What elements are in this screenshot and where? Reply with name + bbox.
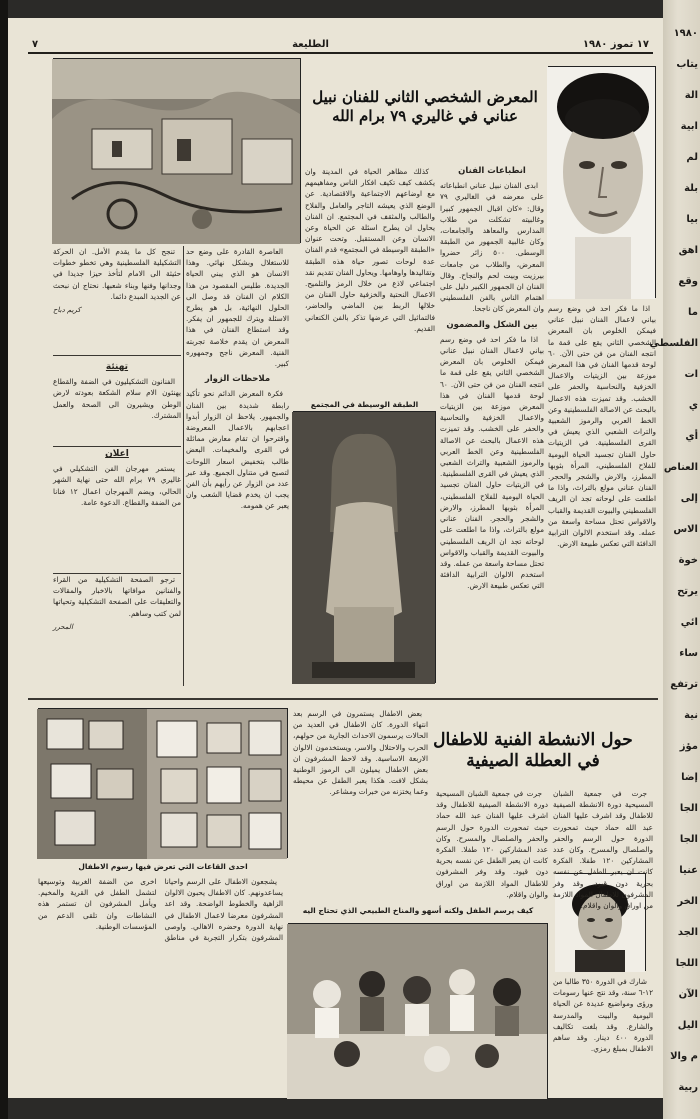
gutter-fragment: وقع (678, 276, 698, 287)
gutter-fragment: الة (684, 90, 698, 101)
gutter-fragment: مؤز (679, 741, 698, 752)
article1-middle-column (305, 166, 435, 396)
closing-box (53, 246, 181, 356)
article2-right-column-lower (553, 976, 653, 1096)
gutter-fragment: بلة (684, 183, 698, 194)
gutter-fragment: يرتح (677, 586, 698, 597)
article2-body-right: جرت في جمعية الشبان المسيحية دورة الانشطة الصيفية للاطفال وقد اشرف عليها الفنان عبد الله حماد حيث تمحورت الدورة حول الرسم والحفر والصلصال والمسرح. وكان عدد المشاركين ١٢٠ طفلا. الفكرة كانت ان يعبر الطفل عن نفسه بحرية دون قيود. وقد وفر المشرفون للاطفال المواد اللازمة من اوراق والوان واقلام. (553, 789, 653, 911)
children-workshop-caption: كيف يرسم الطفل ولكنه أسهو والمناخ الطبيعي الذي تحتاج اليه (302, 906, 534, 915)
article1-headline: المعرض الشخصي الثاني للفنان نبيل عناني في غاليري ٧٩ برام الله (312, 88, 538, 125)
gutter-fragment: لم (686, 152, 698, 163)
gutter-fragment: الجا (679, 834, 698, 845)
gutter-fragment: اليل (677, 1020, 698, 1031)
gutter-fragment: إضا (681, 772, 698, 783)
gutter-fragment: إلى (680, 493, 698, 504)
gutter-fragment: اللجا (675, 958, 698, 969)
article1-body-middle: كذلك مظاهر الحياة في المدينة وان يكشف كيف تكيف افكار الناس ومفاهيمهم مع اوضاعهم الاجتماعية والاقتصادية. عن الوضع الذي يعيشه التاجر والعامل والفلاح والطالب والمثقف في المجتمع. ان الفنان يحاول ان يطرح اسئلة عن الحياة وعن الانسان وعن المستقبل. وتحت عنوان «الطبقة الوسيطة في المجتمع» قدم الفنان عدة لوحات تصور حياة هذه الطبقة وتقاليدها واوهامها. ويحاول الفنان تقديم نقد اجتماعي لاذع من خلال الرمز والتلميح. الاعمال النحتية والخزفية حاول الفنان من خلالها الربط بين الماضي والحاضر، فالتماثيل التي عرضها تذكر بالفن الكنعاني القديم. (305, 167, 435, 333)
gutter-fragment: أي (685, 431, 698, 442)
editors-text: ترجو الصفحة التشكيلية من القراء والفنانين موافاتها بالاخبار والمقالات والتعليقات على الصفحة التشكيلية وتحياتها لمن كتب وساهم. (53, 575, 181, 618)
children-drawings-photo (38, 708, 288, 858)
article2-right-column (553, 788, 653, 911)
gutter-fragment: عنيا (679, 865, 698, 876)
intro-subhead: انطباعات الفنان (458, 166, 526, 176)
article2-left-column (38, 876, 283, 1096)
village-relief-image (52, 59, 300, 244)
gutter-fragment: ما (688, 307, 698, 318)
gutter-fragment: ات (684, 369, 698, 380)
gutter-fragment: ربية (678, 1082, 698, 1093)
article2-headline: حول الانشطة الفنية للاطفال في العطلة الصيفية (433, 730, 633, 772)
congrats-title: تهنئة (105, 362, 129, 372)
editors-box (53, 573, 181, 683)
artist-portrait-photo (548, 66, 656, 298)
article1-left-column (186, 246, 289, 686)
gutter-fragment: خوة (678, 555, 698, 566)
article2-body-left: يشجعون الاطفال على الرسم واحيانا يساعدونهم. كان الاطفال يحبون الالوان الزاهية والخطوط الواضحة. وقد اعد المشرفون معرضا لاعمال الاطفال في نهاية الدورة وحضره الاهالي. واوصى المشرفون بتكرار التجربة في مناطق اخرى من الضفة الغربية وتوسيعها لتشمل الطفل في القرية والمخيم. ويأمل المشرفون ان تستمر هذه النشاطات وان تلقى الدعم من المؤسسات الوطنية. (38, 877, 283, 943)
portrait-illustration (547, 67, 655, 299)
sculpture-image (292, 412, 435, 684)
gutter-fragment: ترتفع (670, 679, 698, 690)
visitors-subhead: ملاحظات الزوار (204, 374, 271, 385)
gutter-fragment: الخر (677, 896, 698, 907)
children-workshop-image (287, 924, 547, 1099)
gutter-fragment: م والا (670, 1051, 698, 1062)
article2-body-middle: بعض الاطفال يستمرون في الرسم بعد انتهاء الدورة. كان الاطفال في العديد من الحالات يرسمون الاحداث الجارية من حولهم، الحرب والاحتلال والاسر، ويستخدمون الالوان الاربعة الاساسية. وقد لاحظ المشرفون ان بعض الاطفال يميلون الى الرموز الوطنية بشكل لافت. هكذا يعبر الطفل عن محيطه وعما يختزنه من خبرات ومشاعر. (293, 709, 428, 797)
binding-edge (0, 0, 8, 1119)
gutter-fragment: الفلسطي (649, 338, 698, 349)
article2-body-right-2: شارك في الدورة ٣٥٠ طالبا من ١٢-٦ سنة، وقد نتج عنها رسومات ورؤى ومواضيع عديدة عن الحياة اليومية والبيت والمدرسة والشارع. وقد بلغت تكاليف الدورة ٤٠٠ دينار. وقد ساهم الاطفال بمبلغ رمزي. (553, 977, 653, 1054)
gutter-fragment: نية (684, 710, 698, 721)
article1-body-visitors: فكرة المعرض الدائم نحو تأكيد رابطة شديدة بين الفنان والجمهور. يلاحظ ان الزوار أبدوا اعجابهم بالاعمال المعروضة واقترحوا ان تقام معارض مماثلة في القرى والمخيمات. البعض طالب بتخفيض اسعار اللوحات لتصبح في متناول الجميع. وقد عبر عدد من الزوار عن رأيهم بأن الفن يجب ان يخدم قضايا الشعب وان يعبر عن همومه. (186, 389, 289, 511)
gutter-fragment: ابية (680, 121, 698, 132)
article1-body-left: العاصرة القادرة على وضع حد للاستغلال وبشكل نهائي. وهذا الانسان هو الذي يبني الحياة الجديدة. طليس المقصود من هذا الكلام ان الفنان قد وصل الى الحلول النهائية، بل هو يطرح الاسئلة ويترك للجمهور ان يفكر. وقد استطاع الفنان في هذا المعرض ان يقدم خلاصة تجربته الفنية. المعرض ناجح وجمهوره كبير. (186, 247, 289, 369)
section-divider (28, 698, 658, 700)
congrats-text: الفنانون التشكيليون في الضفة والقطاع يهنئون الام سلام الشكعة بعودته لارض الوطن ويشيرون الى الصحة والعمل المشترك. (53, 377, 181, 420)
gutter-fragment: ١٩٨٠ (673, 28, 698, 39)
article1-body-right: اذا ما فكر احد في وضع رسم بياني لاعمال الفنان نبيل عناني فيمكن الخلوص بان المعرض الشخصي الثاني يقع على قمة ما انتجه الفنان من فن حتى الآن. ٦٠ لوحة قدمها الفنان في هذا المعرض موزعة بين الزيتيات والاعمال الخزفية والنحاسية والحفر على الخشب. وقد تميزت هذه الاعمال بالبحث عن الاصالة الفلسطينية وعن الخط العربي والرموز الشعبية والتراث الشعبي الذي يعيش في القرى الفلسطينية. في الزيتيات حاول الفنان تجسيد الحياة اليومية للفلاح الفلسطيني، المرأة بثوبها المطرز، والارض والشجر والحجر. الفنان عناني مولع بالتراث، واذا ما اطلعت على لوحاته تجد ان الريف الفلسطيني والبيوت القديمة والقباب والاقواس تحتل مساحة واسعة من عمله. وقد استخدم الالوان الترابية الدافئة التي تعكس طبيعة الارض. (548, 304, 656, 549)
closing-signature: كريم دباح (53, 306, 81, 315)
gutter-fragment: العناص (663, 462, 698, 473)
artwork-village-photo (53, 58, 301, 243)
gutter-fragment: الاس (673, 524, 698, 535)
children-workshop-photo (288, 923, 548, 1098)
sculpture-photo (293, 411, 436, 683)
gutter-fragment: بيا (686, 214, 698, 225)
gutter-fragment: اهق (678, 245, 698, 256)
notice-title: اعلان (105, 449, 129, 459)
article1-body-continued: اذا ما فكر احد في وضع رسم بياني لاعمال الفنان نبيل عناني فيمكن الخلوص بان المعرض الشخصي الثاني يقع على قمة ما انتجه الفنان من فن حتى الآن. ٦٠ لوحة قدمها الفنان في هذا المعرض موزعة بين الزيتيات والاعمال الخزفية والنحاسية والحفر على الخشب. وقد تميزت هذه الاعمال بالبحث عن الاصالة الفلسطينية وعن الخط العربي والرموز الشعبية والتراث الشعبي الذي يعيش في القرى الفلسطينية. في الزيتيات حاول الفنان تجسيد الحياة اليومية للفلاح الفلسطيني، المرأة بثوبها المطرز، والارض والشجر والحجر. الفنان عناني مولع بالتراث، واذا ما اطلعت على لوحاته تجد ان الريف الفلسطيني والبيوت القديمة والقباب والاقواس تحتل مساحة واسعة من عمله. وقد استخدم الالوان الترابية الدافئة التي تعكس طبيعة الارض. (440, 334, 544, 591)
gutter-fragment: الجا (679, 803, 698, 814)
gutter-fragment: الجد (677, 927, 698, 938)
article2-intro-text: جرت في جمعية الشبان المسيحية دورة الانشطة الصيفية للاطفال وقد اشرف عليها الفنان عبد الله حماد حيث تمحورت الدورة حول الرسم والحفر والصلصال والمسرح. وكان عدد المشاركين ١٢٠ طفلا. الفكرة كانت ان يعبر الطفل عن نفسه بحرية دون قيود. وقد وفر المشرفون للاطفال المواد اللازمة من اوراق والوان واقلام. (436, 789, 548, 899)
notice-box (53, 446, 181, 566)
article1-intro-column (440, 166, 544, 666)
gutter-fragment: ائي (680, 617, 698, 628)
column-rule (183, 246, 184, 686)
article1-right-column (548, 303, 656, 698)
running-head (28, 36, 653, 54)
intro-text: ابدى الفنان نبيل عناني انطباعاته على معرضه في الغاليري ٧٩ وقال: «كان اقبال الجمهور كبيرا وغالبيته تشكلت من طلاب المدارس والمعاهد والجامعات، وكان غالبية الجمهور من الطبقة الوسطى. ٥٠٠ زائر حضروا المعرض، والطلاب من جامعات بيرزيت وبيت لحم والنجاح. وقال الفنان ان الجمهور الكبير دليل على اهتمام الناس بالفن الفلسطيني وان المعرض كان ناجحا. (440, 181, 545, 314)
children-drawings-caption: احدى القاعات التي تعرض فيها رسوم الاطفال (78, 862, 248, 871)
gutter-fragment: يتاب (676, 59, 698, 70)
gutter-fragment: الآن (678, 989, 698, 1000)
adjacent-page-edge (649, 0, 700, 1119)
congrats-box (53, 360, 181, 440)
newspaper-page (8, 18, 663, 1098)
date-line: ١٧ تموز ١٩٨٠ (582, 38, 649, 50)
notice-text: يستمر مهرجان الفن التشكيلي في غاليري ٧٩ برام الله حتى نهاية الشهر الحالي، ويضم المهرجان اعمال ١٢ فنانا من الضفة والقطاع. الدعوة عامة. (53, 464, 181, 507)
article2-middle-column (293, 708, 428, 898)
page-number: ٧ (32, 38, 39, 50)
article2-intro-column (436, 788, 548, 903)
editors-signature: المحرر (53, 622, 73, 631)
sculpture-caption: الطبقة الوسيطة في المجتمع (310, 400, 419, 409)
gutter-fragment: ي (688, 400, 698, 411)
closing-text: تنجح كل ما يقدم الأمل. ان الحركة التشكيلية الفلسطينية وهي تخطو خطوات حثيثة الى الامام لتأخذ حيزا جديدا في وجدانها وفنها وبناء شعبها. نحتاج ان نبحث عن الجديد المبدع دائما. (53, 247, 181, 301)
drawings-exhibit-image (37, 709, 287, 859)
gutter-fragment: ساء (679, 648, 698, 659)
section-name: الطليعة (292, 38, 329, 50)
form-content-subhead: بين الشكل والمضمون (446, 319, 538, 330)
